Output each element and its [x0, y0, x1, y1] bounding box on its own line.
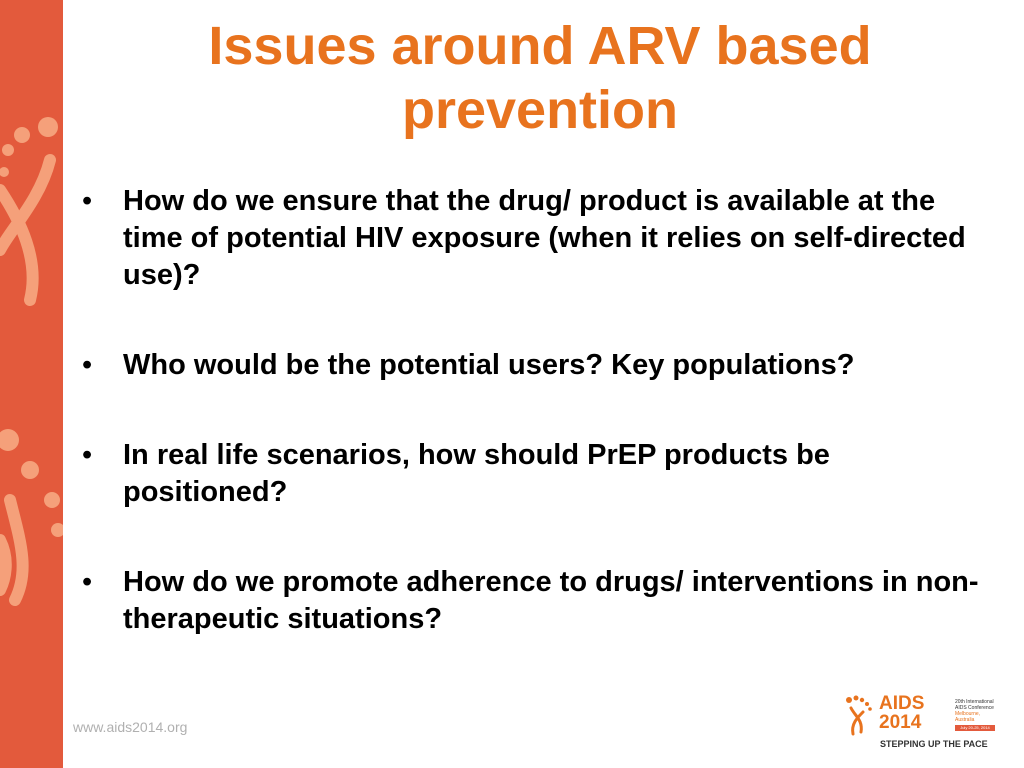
decorative-side-band [0, 0, 63, 768]
logo-year: 2014 [879, 712, 922, 733]
bullet-item [82, 347, 997, 384]
bullet-marker: • [82, 439, 93, 471]
logo-city: Melbourne, Australia [955, 711, 981, 723]
logo-dates-badge: July 20-25, 2014 [955, 725, 995, 731]
logo-conference-line2: AIDS Conference [955, 705, 994, 711]
bullet-item [82, 564, 997, 638]
bullet-list [82, 183, 997, 638]
slide-title: Issues around ARV based prevention [208, 16, 872, 140]
bullet-text: Who would be the potential users? Key populations? [123, 349, 855, 381]
logo-conference-info [955, 699, 999, 723]
bullet-marker: • [82, 566, 93, 598]
logo-wordmark: AIDS [879, 693, 925, 714]
footprint-motif-icon [0, 0, 63, 768]
logo-conference-line1: 20th International [955, 699, 994, 705]
aids-2014-logo [843, 694, 998, 754]
logo-tagline: STEPPING UP THE PACE [880, 739, 988, 749]
bullet-item [82, 183, 997, 294]
bullet-text: In real life scenarios, how should PrEP products be positioned? [123, 439, 830, 508]
bullet-marker: • [82, 185, 93, 217]
footer-url-link[interactable]: www.aids2014.org [73, 719, 188, 735]
bullet-item [82, 437, 997, 511]
bullet-marker: • [82, 349, 93, 381]
footprint-logo-icon [843, 694, 877, 738]
bullet-text: How do we promote adherence to drugs/ interventions in non-therapeutic situations? [123, 566, 979, 635]
bullet-text: How do we ensure that the drug/ product is available at the time of potential HIV exposure (when it relies on self-directed use)? [123, 185, 966, 291]
